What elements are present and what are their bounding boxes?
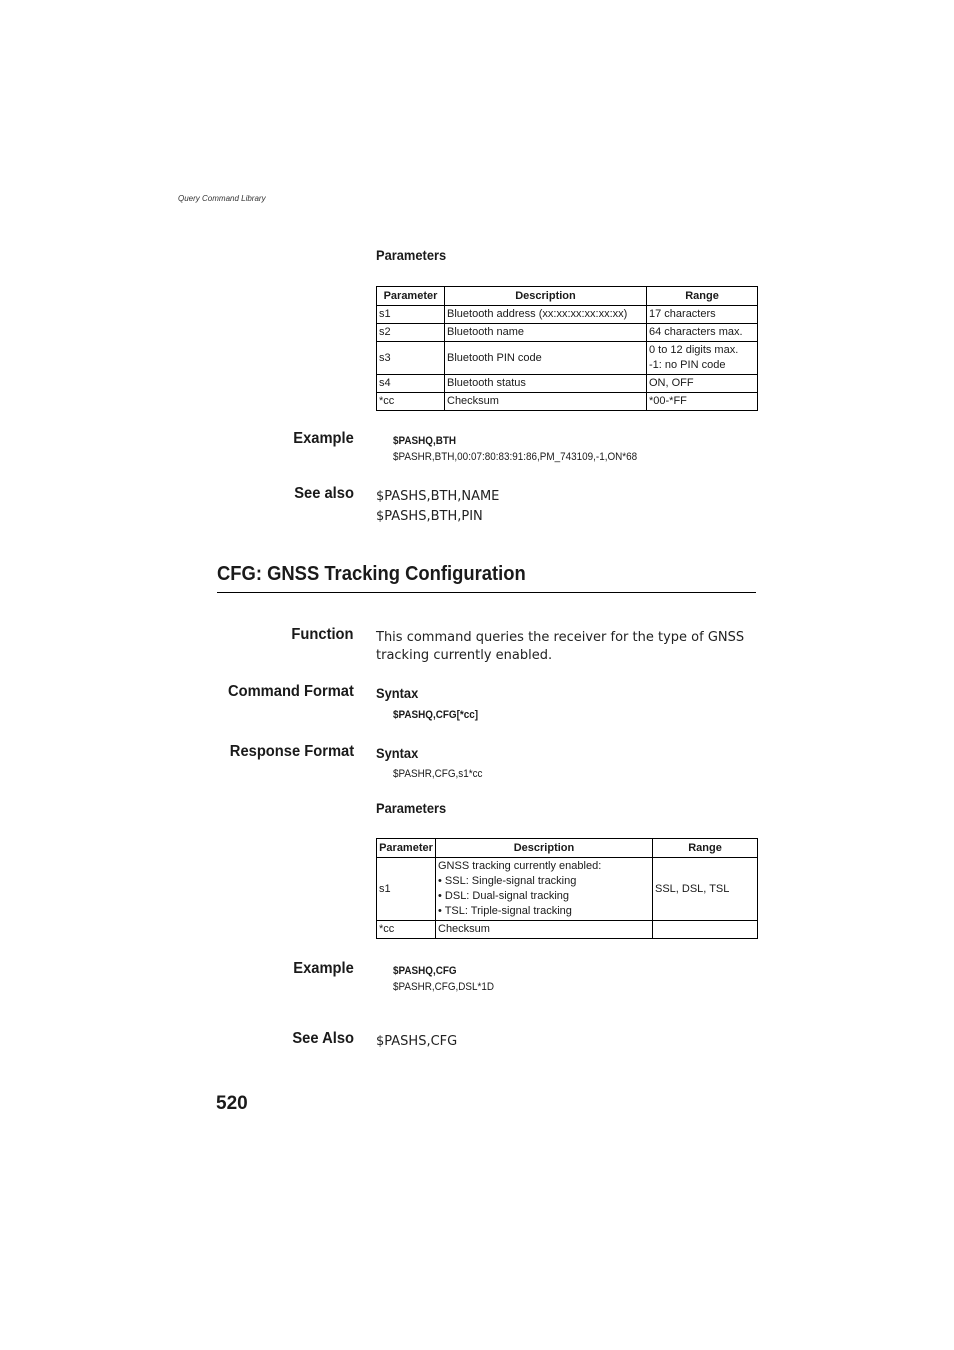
table-row (377, 393, 758, 411)
parameter-cell: s1 (377, 858, 436, 921)
column-header: Parameter (377, 839, 436, 858)
bullet-item: • DSL: Dual-signal tracking (438, 890, 570, 902)
range-line: 0 to 12 digits max. (649, 344, 739, 356)
range-cell: SSL, DSL, TSL (653, 858, 758, 921)
example-label: Example (293, 430, 354, 447)
table-row (377, 306, 758, 324)
parameter-cell: *cc (377, 921, 436, 939)
example-response: $PASHR,BTH,00:07:80:83:91:86,PM_743109,-1,ON*68 (393, 451, 638, 463)
description-cell: Bluetooth name (445, 324, 647, 342)
parameters-heading: Parameters (376, 247, 447, 263)
function-label: Function (291, 626, 354, 643)
response-syntax: $PASHR,CFG,s1*cc (393, 768, 483, 780)
parameters-heading: Parameters (376, 800, 447, 816)
bullet-item: • TSL: Triple-signal tracking (438, 905, 572, 917)
see-also-link[interactable]: $PASHS,BTH,PIN (376, 509, 483, 524)
description-line: GNSS tracking currently enabled: (438, 860, 602, 872)
section-title: CFG: GNSS Tracking Configuration (217, 563, 526, 585)
table-row (377, 921, 758, 939)
table-header-row (377, 287, 758, 306)
page-number: 520 (216, 1093, 248, 1114)
range-cell (647, 342, 758, 375)
parameter-cell: s1 (377, 306, 445, 324)
parameter-cell: s3 (377, 342, 445, 375)
description-cell: Bluetooth PIN code (445, 342, 647, 375)
range-line: -1: no PIN code (649, 359, 726, 371)
description-cell: Bluetooth status (445, 375, 647, 393)
syntax-heading: Syntax (376, 685, 419, 701)
see-also-label: See Also (292, 1030, 354, 1047)
function-text-line: tracking currently enabled. (376, 648, 553, 663)
description-cell: Bluetooth address (xx:xx:xx:xx:xx:xx) (445, 306, 647, 324)
description-cell: Checksum (445, 393, 647, 411)
example-response: $PASHR,CFG,DSL*1D (393, 981, 495, 993)
range-cell (653, 921, 758, 939)
range-cell: ON, OFF (647, 375, 758, 393)
syntax-heading: Syntax (376, 745, 419, 761)
description-cell (436, 858, 653, 921)
bullet-item: • SSL: Single-signal tracking (438, 875, 577, 887)
column-header: Description (436, 839, 653, 858)
see-also-link[interactable]: $PASHS,CFG (376, 1034, 458, 1049)
function-text-line: This command queries the receiver for the type of GNSS (376, 630, 745, 645)
running-head: Query Command Library (178, 194, 266, 203)
column-header: Parameter (377, 287, 445, 306)
parameter-cell: *cc (377, 393, 445, 411)
description-cell: Checksum (436, 921, 653, 939)
example-query: $PASHQ,CFG (393, 965, 457, 977)
example-label: Example (293, 960, 354, 977)
parameter-cell: s2 (377, 324, 445, 342)
cfg-parameters-table (376, 838, 758, 939)
table-header-row (377, 839, 758, 858)
bth-parameters-table (376, 286, 758, 411)
range-cell: 17 characters (647, 306, 758, 324)
section-divider (217, 592, 756, 593)
parameter-cell: s4 (377, 375, 445, 393)
table-row (377, 324, 758, 342)
table-row (377, 342, 758, 375)
column-header: Description (445, 287, 647, 306)
command-syntax: $PASHQ,CFG[*cc] (393, 709, 479, 721)
range-cell: 64 characters max. (647, 324, 758, 342)
column-header: Range (653, 839, 758, 858)
table-row (377, 375, 758, 393)
example-query: $PASHQ,BTH (393, 435, 457, 447)
table-row (377, 858, 758, 921)
response-format-label: Response Format (229, 743, 354, 760)
range-cell: *00-*FF (647, 393, 758, 411)
column-header: Range (647, 287, 758, 306)
see-also-label: See also (294, 485, 354, 502)
command-format-label: Command Format (228, 683, 354, 700)
see-also-link[interactable]: $PASHS,BTH,NAME (376, 489, 500, 504)
